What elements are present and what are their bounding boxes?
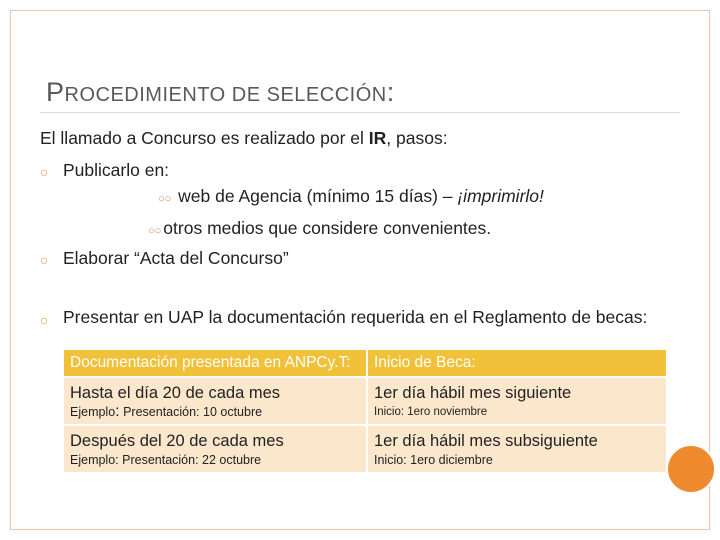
- sub-step-text: otros medios que considere convenientes.: [163, 218, 492, 238]
- sub-step-item: [148, 216, 491, 243]
- table-cell-doc: [63, 425, 367, 473]
- table-header-start: Inicio de Beca:: [367, 349, 667, 377]
- start-example: Inicio: 1ero diciembre: [374, 453, 493, 467]
- doc-example: [70, 404, 360, 420]
- circle-bullet-icon: ○: [40, 252, 49, 268]
- start-date: 1er día hábil mes siguiente: [374, 384, 572, 402]
- intro-bold: IR: [368, 128, 387, 148]
- step-text: Presentar en UAP la documentación requerida en el Reglamento de becas:: [63, 307, 648, 327]
- sub-step-item: [158, 184, 544, 211]
- example-text: Presentación: 22 octubre: [118, 453, 262, 467]
- double-circle-bullet-icon: ○○: [158, 193, 172, 205]
- intro-text: El llamado a Concurso es realizado por el: [40, 128, 369, 148]
- intro-suffix: , pasos:: [386, 128, 448, 148]
- example-colon: :: [115, 453, 119, 467]
- table-cell-doc: [63, 377, 367, 425]
- sub-step-text: web de Agencia (mínimo 15 días) –: [178, 186, 458, 206]
- title-text: ROCEDIMIENTO DE SELECCIÓN: [64, 84, 387, 106]
- double-circle-bullet-icon: ○○: [148, 225, 162, 237]
- table-cell-start: [367, 377, 667, 425]
- title-initial: P: [46, 77, 65, 107]
- circle-bullet-icon: ○: [40, 164, 49, 180]
- circle-bullet-icon: ○: [40, 312, 49, 328]
- doc-example: [70, 452, 360, 468]
- table-row: [63, 425, 667, 473]
- example-label: Ejemplo: [70, 405, 116, 419]
- start-date: 1er día hábil mes subsiguiente: [374, 432, 598, 450]
- sub-step-emphasis: ¡imprimirlo!: [457, 186, 544, 206]
- example-text: Presentación: 10 octubre: [119, 405, 263, 419]
- title-colon: :: [386, 77, 395, 107]
- table-header-row: [63, 349, 667, 377]
- example-colon: :: [115, 403, 120, 420]
- table-row: [63, 377, 667, 425]
- table-cell-start: [367, 425, 667, 473]
- example-label: Ejemplo: [70, 453, 116, 467]
- intro-line: [40, 126, 448, 150]
- decorative-circle: [666, 444, 716, 494]
- selection-table: [62, 348, 668, 474]
- doc-deadline: Después del 20 de cada mes: [70, 432, 284, 450]
- step-text: Publicarlo en:: [63, 160, 170, 180]
- table-header-documentation: Documentación presentada en ANPCy.T:: [63, 349, 367, 377]
- doc-deadline: Hasta el día 20 de cada mes: [70, 384, 281, 402]
- slide-title: [46, 72, 395, 109]
- start-example: Inicio: 1ero noviembre: [374, 406, 488, 418]
- title-divider: [40, 112, 680, 113]
- step-text: Elaborar “Acta del Concurso”: [63, 248, 289, 268]
